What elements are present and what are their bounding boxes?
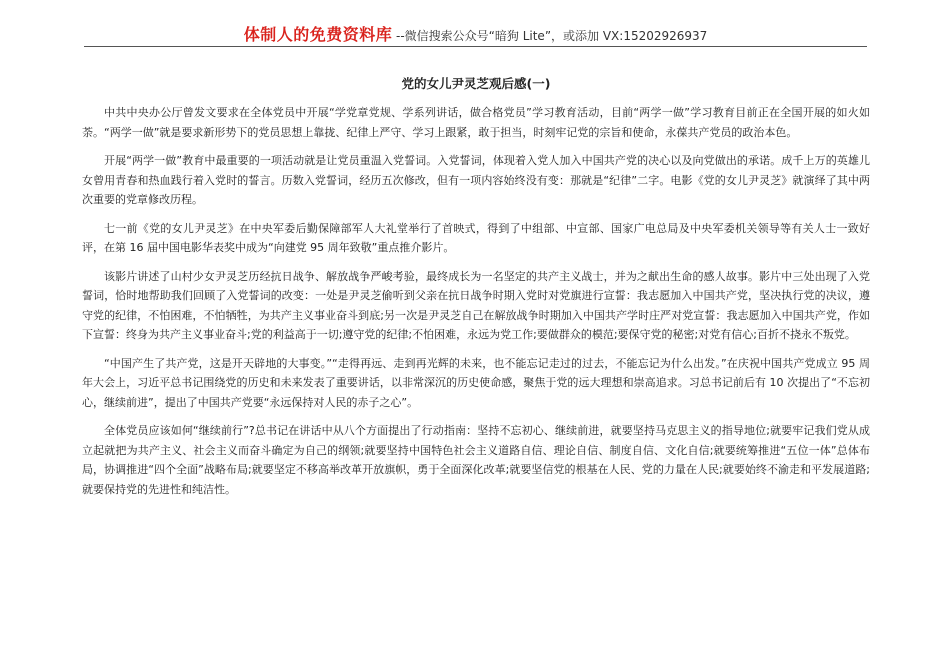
page-header bbox=[84, 24, 867, 47]
document-body bbox=[82, 74, 870, 508]
document-title: 党的女儿尹灵芝观后感(一) bbox=[401, 76, 551, 91]
paragraph-1: 中共中央办公厅曾发文要求在全体党员中开展“学党章党规、学系列讲话，做合格党员”学习教育活动，目前“两学一做”学习教育目前正在全国开展的如火如荼。“两学一做”就是要求新形势下的党员思想上靠拢、纪律上严守、学习上跟紧，敢于担当，时刻牢记党的宗旨和使命，永葆共产党员的政治本色。 bbox=[82, 106, 870, 139]
paragraph-6: 全体党员应该如何“继续前行”?总书记在讲话中从八个方面提出了行动指南：坚持不忘初心、继续前进，就要坚持马克思主义的指导地位;就要牢记我们党从成立起就把为共产主义、社会主义而奋斗确定为自己的纲领;就要坚持中国特色社会主义道路自信、理论自信、制度自信、文化自信;就要统筹推进“五位一体”总体布局，协调推进“四个全面”战略布局;就要坚定不移高举改革开放旗帜，勇于全面深化改革;就要坚信党的根基在人民、党的力量在人民;就要始终不渝走和平发展道路;就要保持党的先进性和纯洁性。 bbox=[82, 424, 870, 496]
header-contact: --微信搜索公众号“暗狗 Lite”，或添加 VX:15202926937 bbox=[392, 29, 708, 43]
header-brand: 体制人的免费资料库 bbox=[243, 25, 393, 44]
paragraph-3: 七一前《党的女儿尹灵芝》在中央军委后勤保障部军人大礼堂举行了首映式，得到了中组部、中宣部、国家广电总局及中央军委机关领导等有关人士一致好评，在第 16 届中国电影华表奖中成为“向建党 95 周年致敬”重点推介影片。 bbox=[82, 221, 870, 254]
paragraph-5: “中国产生了共产党，这是开天辟地的大事变。”“走得再远、走到再光辉的未来，也不能忘记走过的过去，不能忘记为什么出发。”在庆祝中国共产党成立 95 周年大会上，习近平总书记围绕党的历史和未来发表了重要讲话，以非常深沉的历史使命感，聚焦于党的远大理想和崇高追求。习总书记前后有 10 次提出了“不忘初心，继续前进”，提出了中国共产党要“永远保持对人民的赤子之心”。 bbox=[82, 356, 870, 409]
paragraph-4: 该影片讲述了山村少女尹灵芝历经抗日战争、解放战争严峻考验，最终成长为一名坚定的共产主义战士，并为之献出生命的感人故事。影片中三处出现了入党誓词，恰时地帮助我们回顾了入党誓词的改变：一处是尹灵芝偷听到父亲在抗日战争时期入党时对党旗进行宣誓：我志愿加入中国共产党，坚决执行党的决议，遵守党的纪律，不怕困难，不怕牺牲，为共产主义事业奋斗到底;另一次是尹灵芝自己在解放战争时期加入中国共产学时庄严对党宣誓：我志愿加入中国共产党，作如下宣誓：终身为共产主义事业奋斗;党的利益高于一切;遵守党的纪律;不怕困难，永远为党工作;要做群众的模范;要保守党的秘密;对党有信心;百折不挠永不叛党。 bbox=[82, 269, 870, 341]
paragraph-2: 开展“两学一做”教育中最重要的一项活动就是让党员重温入党誓词。入党誓词，体现着入党人加入中国共产党的决心以及向党做出的承诺。成千上万的英雄儿女曾用青春和热血践行着入党时的誓言。历数入党誓词，经历五次修改，但有一项内容始终没有变：那就是“纪律”二字。电影《党的女儿尹灵芝》就演绎了其中两次重要的党章修改历程。 bbox=[82, 154, 870, 206]
